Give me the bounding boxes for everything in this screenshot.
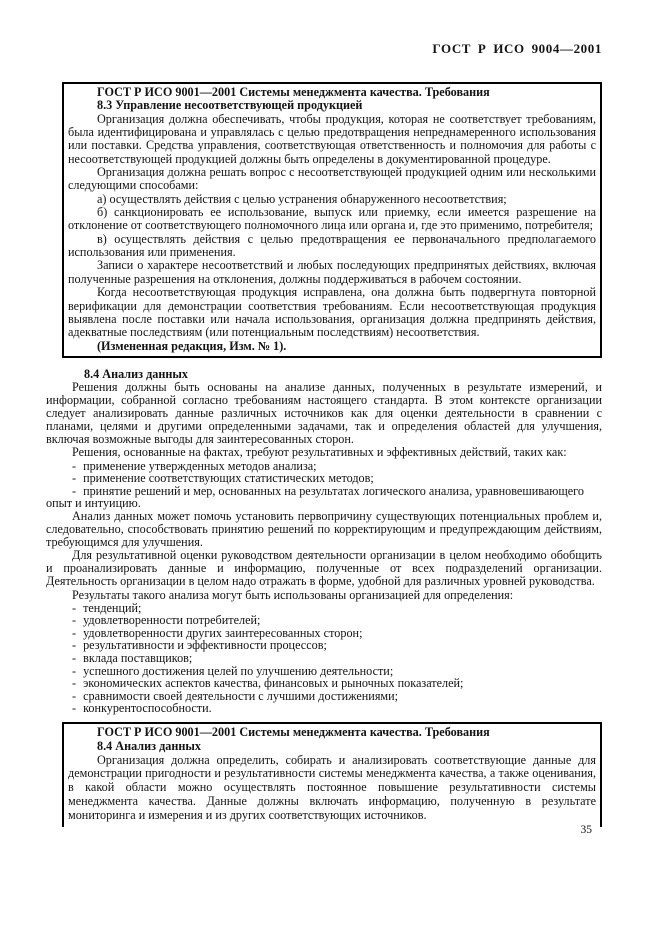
dash-marker: - <box>72 458 77 473</box>
list-item-text: вклада поставщиков; <box>83 650 193 665</box>
page-number: 35 <box>580 824 592 836</box>
lettered-item-b: б) санкционировать ее использование, выпуск или приемку, если имеется разрешение на отклонение от соответствующего полномочного лица или органа и, где это применимо, потребителя; <box>68 205 596 233</box>
list-item-text: результативности и эффективности процессов; <box>83 638 327 653</box>
list-item <box>46 485 602 510</box>
lettered-item-v: в) осуществлять действия с целью предотвращения ее первоначального предполагаемого использования или применения. <box>68 231 596 260</box>
paragraph: Решения, основанные на фактах, требуют результативных и эффективных действий, таких как: <box>72 445 567 460</box>
list-item-text: принятие решений и мер, основанных на результатах логического анализа, уравновешивающего опыт и интуицию. <box>46 483 584 511</box>
list-item <box>46 702 602 715</box>
dash-marker: - <box>72 650 77 665</box>
list-item-text: конкурентоспособности. <box>83 701 212 716</box>
paragraph: Организация должна определить, собирать и анализировать соответствующие данные для демонстрации пригодности и результативности системы менеджмента качества, а также оценивания, в какой области можно осуществлять постоянное повышение результативности системы менеджмента качества. Данные должны включать информацию, полученную в результате мониторинга и измерения и из других соответствующих источников. <box>68 752 596 822</box>
running-header: ГОСТ Р ИСО 9004—2001 <box>432 41 602 56</box>
dash-marker: - <box>72 625 77 640</box>
amendment-note: (Измененная редакция, Изм. № 1). <box>97 338 287 353</box>
paragraph: Когда несоответствующая продукция исправлена, она должна быть подвергнута повторной верификации для демонстрации соответствия требованиям. Если несоответствующая продукция выявлена после поставки или начала использования, организация должна предпринять действия, адекватные последствиям (или потенциальным последствиям) несоответствия. <box>68 285 596 340</box>
list-item-text: удовлетворенности потребителей; <box>83 613 261 628</box>
list-item-text: применение соответствующих статистических методов; <box>83 471 374 486</box>
list-item-text: применение утвержденных методов анализа; <box>83 458 317 473</box>
lettered-item-a: а) осуществлять действия с целью устранения обнаруженного несоответствия; <box>97 191 507 206</box>
paragraph: Организация должна обеспечивать, чтобы продукция, которая не соответствует требованиям, была идентифицирована и управлялась с целью предотвращения непреднамеренного использования или поставки. Средства управления, соответствующая ответственность и полномочия для работы с несоответствующей продукцией должны быть определены в документированной процедуре. <box>68 111 596 166</box>
paragraph: Анализ данных может помочь установить первопричину существующих потенциальных проблем и, следовательно, способствовать принятию решений по корректирующим и предупреждающим действиям, требующимся для улучшения. <box>46 508 602 550</box>
dash-marker: - <box>72 688 77 703</box>
paragraph: Организация должна решать вопрос с несоответствующей продукцией одним или несколькими следующими способами: <box>68 165 596 193</box>
list-item-text: экономических аспектов качества, финансовых и рыночных показателей; <box>83 676 464 691</box>
dash-marker: - <box>72 701 77 716</box>
dash-marker: - <box>72 676 77 691</box>
list-item-text: тенденций; <box>83 600 142 615</box>
dash-marker: - <box>72 600 77 615</box>
quote-box-8-3 <box>62 82 602 358</box>
list-item-text: сравнимости своей деятельности с лучшими достижениями; <box>83 688 399 703</box>
clause-8-4-heading: 8.4 Анализ данных <box>97 738 202 753</box>
results-list <box>46 602 602 715</box>
dash-marker: - <box>72 663 77 678</box>
paragraph: Решения должны быть основаны на анализе данных, полученных в результате измерений, и информации, собранной согласно требованиям настоящего стандарта. В этом контексте организации следует анализировать данные различных источников как для оценки деятельности в сравнении с планами, целями и другими определенными задачами, так и определения областей для улучшения, включая возможные выгоды для заинтересованных сторон. <box>46 380 602 447</box>
section-8-4-heading: 8.4 Анализ данных <box>84 367 189 381</box>
clause-8-3-heading: 8.3 Управление несоответствующей продукцией <box>97 98 363 113</box>
dash-marker: - <box>72 638 77 653</box>
list-item-text: удовлетворенности других заинтересованных сторон; <box>83 625 363 640</box>
paragraph: Записи о характере несоответствий и любых последующих предпринятых действиях, включая полученные разрешения на отклонения, должны поддерживаться в рабочем состоянии. <box>68 258 596 286</box>
dash-marker: - <box>72 483 77 498</box>
paragraph: Для результативной оценки руководством деятельности организации в целом необходимо обобщить и проанализировать данные и информацию, полученные от всех подразделений организации. Деятельность организации в целом надо отражать в форме, удобной для различных уровней руководства. <box>46 548 602 589</box>
list-item-text: успешного достижения целей по улучшению деятельности; <box>83 663 394 678</box>
dash-marker: - <box>72 613 77 628</box>
quote-box-title: ГОСТ Р ИСО 9001—2001 Системы менеджмента качества. Требования <box>97 725 490 739</box>
dash-marker: - <box>72 471 77 486</box>
paragraph: Результаты такого анализа могут быть использованы организацией для определения: <box>72 587 514 602</box>
section-8-4 <box>46 367 602 715</box>
quote-box-8-4 <box>62 722 602 827</box>
quote-box-title: ГОСТ Р ИСО 9001—2001 Системы менеджмента качества. Требования <box>97 85 490 99</box>
